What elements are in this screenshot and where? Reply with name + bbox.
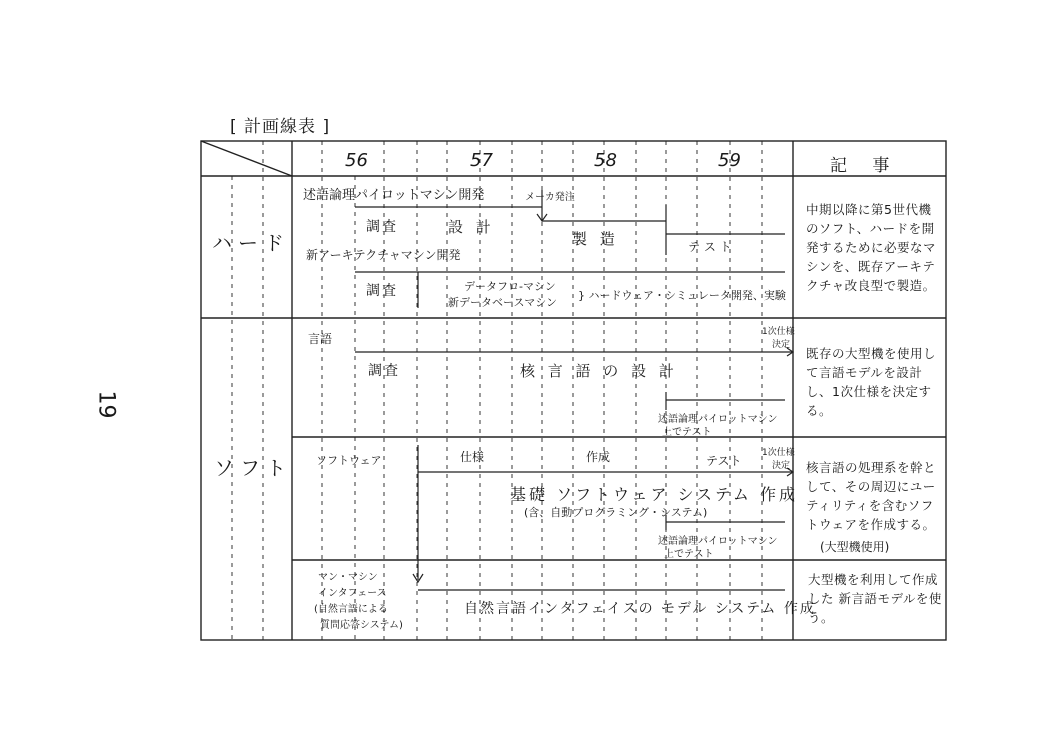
note-language: 既存の大型機を使用して言語モデルを設計し、1次仕様を決定する。: [806, 346, 937, 418]
col-header-notes: 記 事: [830, 156, 900, 176]
phase-survey-lang: 調査: [368, 363, 400, 379]
col-header-58: 58: [594, 150, 617, 171]
item-database-machine: 新データベースマシン: [448, 296, 557, 309]
milestone-decide-sw: 決定: [772, 461, 791, 471]
phase-core-design: 核 言 語 の 設 計: [520, 362, 678, 380]
milestone-spec1-lang: 1次仕様: [762, 327, 795, 337]
phase-survey-1: 調査: [366, 219, 398, 235]
row-label-mmi-2: インタフェース: [318, 588, 387, 599]
phase-design: 設 計: [448, 218, 495, 236]
category-hard: ハード: [212, 231, 290, 255]
note-pilot-test-lang-1: 述語論理パイロットマシン: [658, 414, 778, 425]
note-pilot-test-sw-1: 述語論理パイロットマシン: [658, 536, 778, 547]
note-mmi: 大型機を利用して作成した 新言語モデルを使う。: [808, 572, 942, 625]
phase-base-software-sub: (含、自動プログラミング・システム): [524, 506, 708, 519]
page-title: [ 計画線表 ]: [230, 117, 331, 137]
item-hw-simulator: } ハードウェア・シミュレータ開発、実験: [578, 289, 786, 302]
item-dataflow-machine: データフロ-マシン: [464, 280, 556, 293]
phase-make: 作成: [586, 450, 611, 464]
milestone-maker-order: メーカ発注: [525, 192, 575, 203]
category-soft: ソフト: [214, 456, 292, 480]
phase-nl-interface: 自然言語インタフェイスの モデル システム 作成: [464, 601, 816, 617]
phase-test-sw: テスト: [706, 454, 742, 468]
note-pilot-test-lang-2: 上でテスト: [662, 427, 712, 438]
row-label-software: ソフトウェア: [316, 454, 382, 467]
milestone-spec1-sw: 1次仕様: [762, 448, 795, 458]
row-label-mmi-1: マン・マシン: [318, 572, 378, 583]
page-number: 19: [93, 390, 119, 419]
row-label-language: 言語: [308, 332, 333, 346]
note-hard: 中期以降に第5世代機のソフト、ハードを開発するために必要なマシンを、既存アーキテクチャ改良型で製造。: [806, 202, 937, 293]
col-header-57: 57: [470, 150, 493, 171]
row-label-mmi-3: (自然言語による: [314, 604, 388, 615]
phase-survey-2: 調査: [366, 283, 398, 299]
phase-base-software: 基礎 ソフトウェア システム 作成: [510, 485, 799, 504]
note-software-mainframe: (大型機使用): [820, 540, 890, 554]
note-pilot-test-sw-2: 上でテスト: [664, 549, 714, 560]
phase-spec: 仕様: [460, 450, 485, 464]
task-pilot-machine: 述語論理パイロットマシン開発: [303, 188, 485, 203]
row-label-mmi-4: 質問応答システム): [320, 620, 403, 631]
milestone-decide-lang: 決定: [772, 340, 791, 350]
corner-diagonal: [201, 141, 292, 176]
note-software: 核言語の処理系を幹として、その周辺にユーティリティを含むソフトウェアを作成する。: [806, 460, 937, 532]
phase-test: テ ス ト: [688, 240, 732, 254]
phase-manufacture: 製 造: [572, 230, 619, 248]
col-header-59: 59: [718, 150, 741, 171]
col-header-56: 56: [345, 150, 368, 171]
task-new-architecture: 新アーキテクチャマシン開発: [306, 248, 461, 262]
